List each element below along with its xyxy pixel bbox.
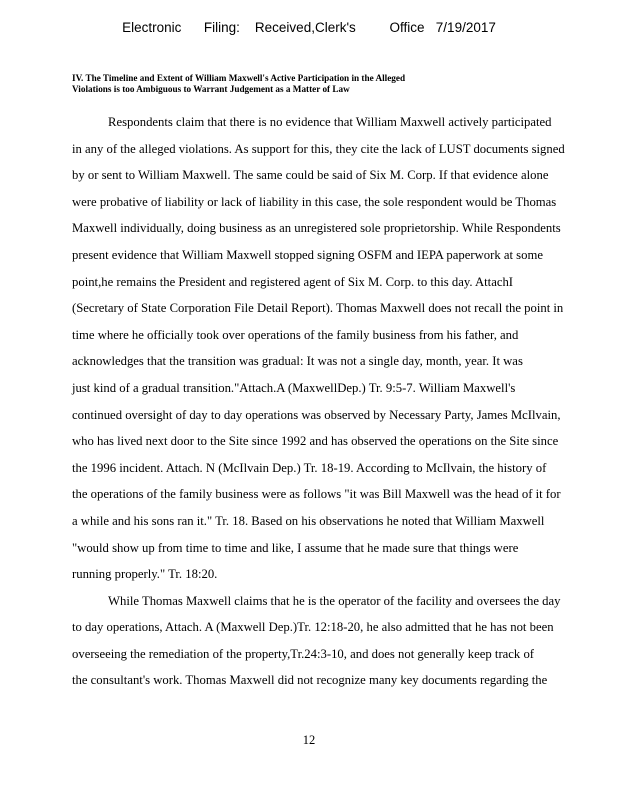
paragraph-line: the operations of the family business were as follows "it was Bill Maxwell was the head of it for xyxy=(72,487,561,502)
paragraph-line: (Secretary of State Corporation File Detail Report). Thomas Maxwell does not recall the point in xyxy=(72,301,564,316)
paragraph-line: overseeing the remediation of the property,Tr.24:3-10, and does not generally keep track of xyxy=(72,646,535,661)
paragraph-line: the consultant's work. Thomas Maxwell did not recognize many key documents regarding the xyxy=(72,673,548,688)
paragraph-line: time where he officially took over operations of the family business from his father, and xyxy=(72,327,519,342)
paragraph-line: acknowledges that the transition was gradual: It was not a single day, month, year. It was xyxy=(72,354,523,369)
paragraph-line: a while and his sons ran it." Tr. 18. Based on his observations he noted that William Maxwell xyxy=(72,513,545,528)
paragraph-line: "would show up from time to time and like, I assume that he made sure that things were xyxy=(72,540,519,555)
paragraph-line: just kind of a gradual transition."Attach.A (MaxwellDep.) Tr. 9:5-7. William Maxwell's xyxy=(72,380,516,395)
section-heading-line: IV. The Timeline and Extent of William Maxwell's Active Participation in the Alleged xyxy=(72,73,406,83)
body-text xyxy=(72,109,602,694)
paragraph-line: who has lived next door to the Site since 1992 and has observed the operations on the Site since xyxy=(72,434,559,449)
paragraph-line: in any of the alleged violations. As support for this, they cite the lack of LUST documents signed xyxy=(72,141,565,156)
paragraph-line: Maxwell individually, doing business as an unregistered sole proprietorship. While Respondents xyxy=(72,221,561,236)
paragraph-line: were probative of liability or lack of liability in this case, the sole respondent would be Thomas xyxy=(72,194,557,209)
paragraph-line: While Thomas Maxwell claims that he is the operator of the facility and oversees the day xyxy=(108,593,561,608)
paragraph-line: the 1996 incident. Attach. N (McIlvain Dep.) Tr. 18-19. According to McIlvain, the history of xyxy=(72,460,547,475)
paragraph-line: running properly." Tr. 18:20. xyxy=(72,567,218,582)
paragraph-line: point,he remains the President and registered agent of Six M. Corp. to this day. AttachI xyxy=(72,274,514,289)
paragraph-line: Respondents claim that there is no evidence that William Maxwell actively participated xyxy=(108,115,552,129)
paragraph-line: by or sent to William Maxwell. The same could be said of Six M. Corp. If that evidence alone xyxy=(72,168,549,183)
paragraph-line: to day operations, Attach. A (Maxwell Dep.)Tr. 12:18-20, he also admitted that he has not been xyxy=(72,620,554,635)
page-number: 12 xyxy=(302,733,316,747)
section-heading-line: Violations is too Ambiguous to Warrant Judgement as a Matter of Law xyxy=(72,84,350,94)
paragraph-line: continued oversight of day to day operations was observed by Necessary Party, James McIlvain, xyxy=(72,407,561,422)
filing-stamp-header: Electronic Filing: Received,Clerk's Office 7/19/2017 xyxy=(122,20,496,35)
section-heading xyxy=(72,73,572,95)
paragraph-line: present evidence that William Maxwell stopped signing OSFM and IEPA paperwork at some xyxy=(72,247,543,262)
